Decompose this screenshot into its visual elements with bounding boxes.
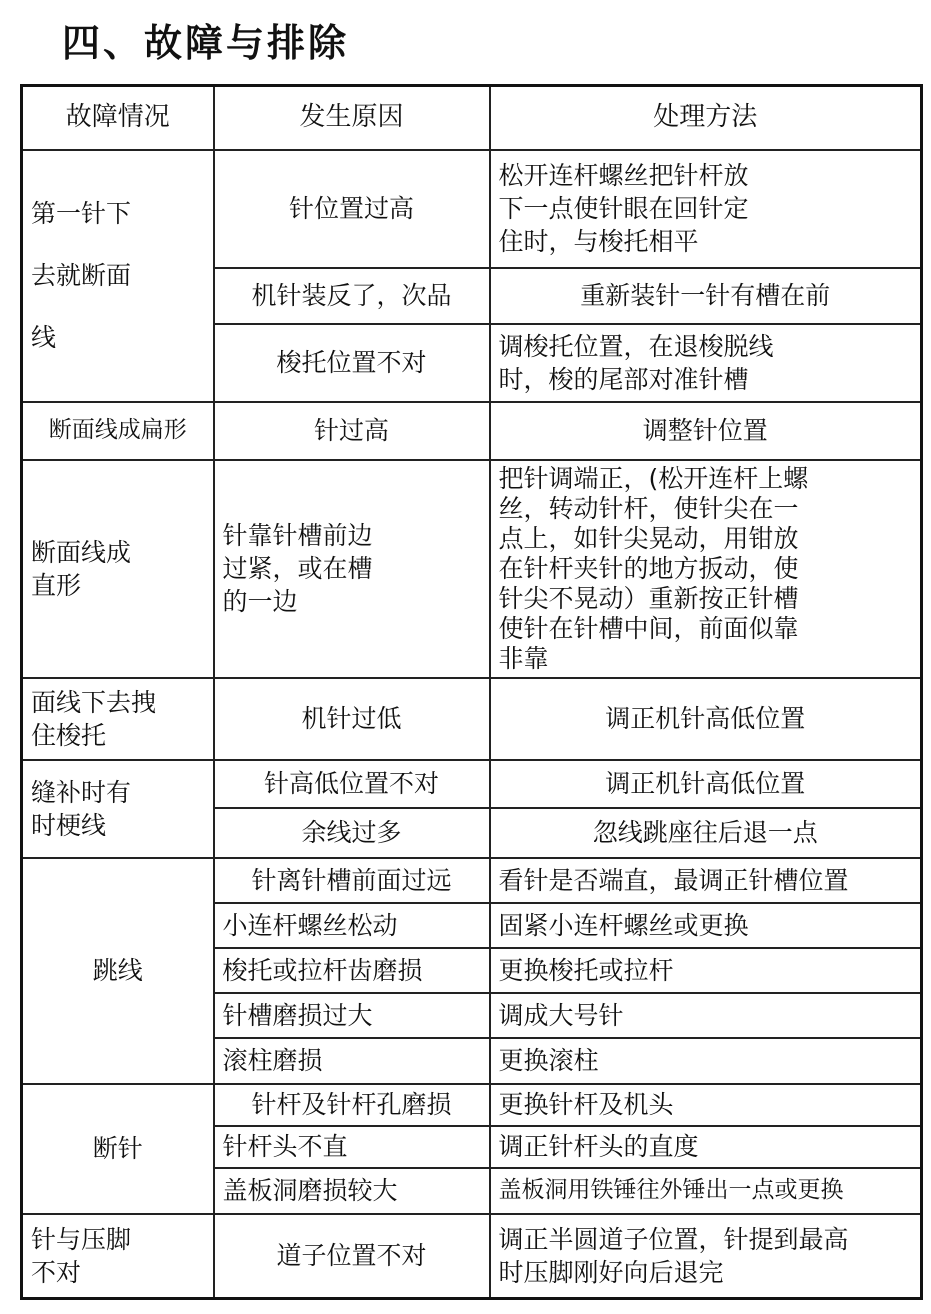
header-cause: 发生原因 — [214, 86, 490, 150]
remedy-cell: 调正机针高低位置 — [490, 760, 922, 808]
header-symptom: 故障情况 — [22, 86, 214, 150]
cause-cell: 盖板洞磨损较大 — [214, 1168, 490, 1214]
cause-cell: 梭托或拉杆齿磨损 — [214, 948, 490, 993]
cause-cell: 针杆及针杆孔磨损 — [214, 1084, 490, 1126]
remedy-cell: 更换梭托或拉杆 — [490, 948, 922, 993]
cause-cell: 余线过多 — [214, 808, 490, 858]
remedy-cell: 把针调端正，(松开连杆上螺 丝，转动针杆，使针尖在一 点上，如针尖晃动，用钳放 在针杆夹针的地方扳动，使 针尖不晃动）重新按正针槽 使针在针槽中间，前面似靠 非靠 — [490, 460, 922, 678]
symptom-cell: 跳线 — [22, 858, 214, 1084]
symptom-cell: 第一针下 去就断面 线 — [22, 150, 214, 402]
cause-cell: 针位置过高 — [214, 150, 490, 268]
cause-cell: 针靠针槽前边 过紧，或在槽 的一边 — [214, 460, 490, 678]
symptom-cell: 面线下去拽 住梭托 — [22, 678, 214, 760]
remedy-cell: 调梭托位置，在退梭脱线 时，梭的尾部对准针槽 — [490, 324, 922, 402]
remedy-cell: 调成大号针 — [490, 993, 922, 1038]
header-remedy: 处理方法 — [490, 86, 922, 150]
symptom-cell: 缝补时有 时梗线 — [22, 760, 214, 858]
remedy-cell: 调整针位置 — [490, 402, 922, 460]
cause-cell: 道子位置不对 — [214, 1214, 490, 1299]
remedy-cell: 调正机针高低位置 — [490, 678, 922, 760]
symptom-cell: 断面线成 直形 — [22, 460, 214, 678]
remedy-cell: 更换滚柱 — [490, 1038, 922, 1084]
remedy-cell: 调正针杆头的直度 — [490, 1126, 922, 1168]
cause-cell: 针高低位置不对 — [214, 760, 490, 808]
cause-cell: 滚柱磨损 — [214, 1038, 490, 1084]
cause-cell: 小连杆螺丝松动 — [214, 903, 490, 948]
remedy-cell: 调正半圆道子位置，针提到最高 时压脚刚好向后退完 — [490, 1214, 922, 1299]
cause-cell: 针槽磨损过大 — [214, 993, 490, 1038]
remedy-cell: 更换针杆及机头 — [490, 1084, 922, 1126]
table-row — [22, 150, 922, 268]
cause-cell: 机针装反了，次品 — [214, 268, 490, 324]
cause-cell: 针离针槽前面过远 — [214, 858, 490, 903]
table-row — [22, 460, 922, 678]
remedy-cell: 盖板洞用铁锤往外锤出一点或更换 — [490, 1168, 922, 1214]
cause-cell: 针杆头不直 — [214, 1126, 490, 1168]
table-header-row — [22, 86, 922, 150]
table-row — [22, 402, 922, 460]
cause-cell: 梭托位置不对 — [214, 324, 490, 402]
page-title: 四、故障与排除 — [62, 21, 350, 65]
fault-table — [20, 84, 923, 1300]
symptom-cell: 针与压脚 不对 — [22, 1214, 214, 1299]
cause-cell: 针过高 — [214, 402, 490, 460]
remedy-cell: 看针是否端直，最调正针槽位置 — [490, 858, 922, 903]
table-row — [22, 678, 922, 760]
table-row — [22, 1084, 922, 1126]
remedy-cell: 重新装针一针有槽在前 — [490, 268, 922, 324]
cause-cell: 机针过低 — [214, 678, 490, 760]
remedy-cell: 忽线跳座往后退一点 — [490, 808, 922, 858]
table-row — [22, 760, 922, 808]
remedy-cell: 固紧小连杆螺丝或更换 — [490, 903, 922, 948]
symptom-cell: 断面线成扁形 — [22, 402, 214, 460]
symptom-cell: 断针 — [22, 1084, 214, 1214]
table-row — [22, 1214, 922, 1299]
table-row — [22, 858, 922, 903]
remedy-cell: 松开连杆螺丝把针杆放 下一点使针眼在回针定 住时，与梭托相平 — [490, 150, 922, 268]
